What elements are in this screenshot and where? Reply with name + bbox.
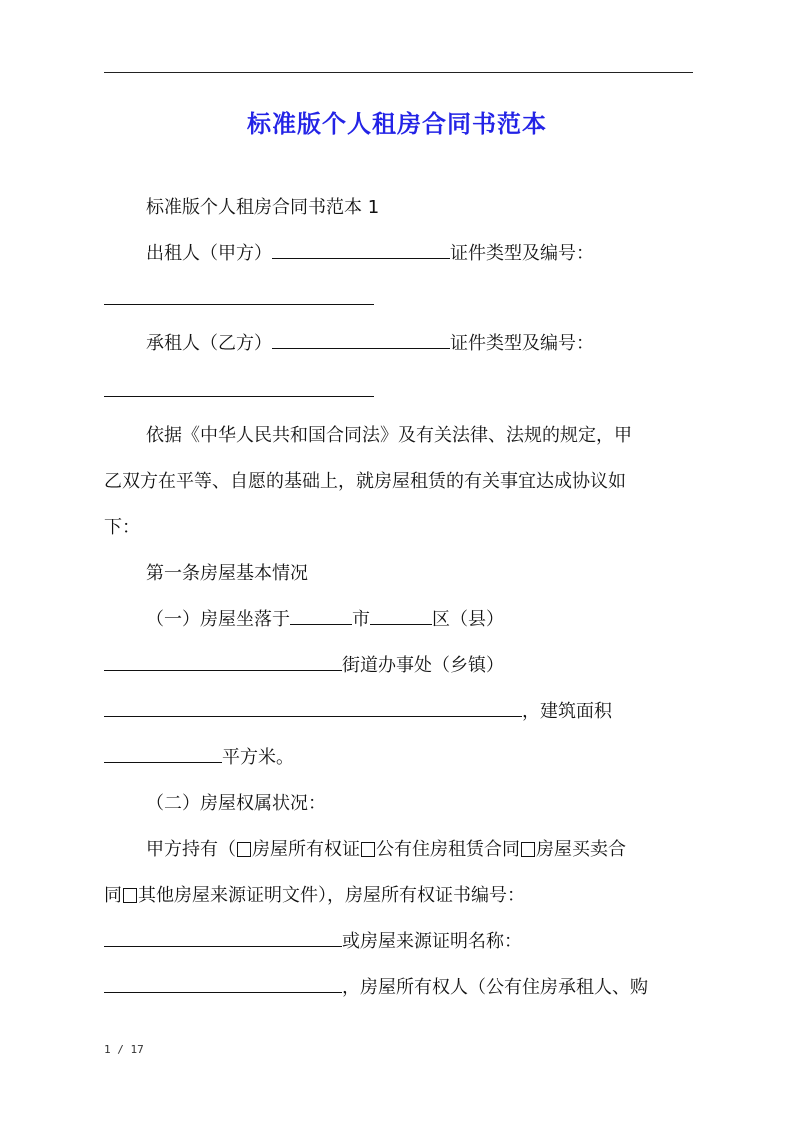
lessee-id-label: 证件类型及编号： (450, 333, 594, 354)
other-docs-label: 其他房屋来源证明文件），房屋所有权证书编号： (138, 885, 525, 906)
property-cert-label: 房屋所有权证 (252, 839, 360, 860)
location-prefix: （一）房屋坐落于 (146, 609, 290, 630)
intro-line-1: 依据《中华人民共和国合同法》及有关法律、法规的规定，甲 (146, 425, 632, 446)
header-rule (104, 72, 693, 73)
city-label: 市 (352, 609, 370, 630)
area-blank[interactable] (104, 745, 222, 763)
owner-person-line (104, 975, 694, 1001)
section-heading: 标准版个人租房合同书范本 1 (146, 197, 380, 218)
ownership-text-b: 同 (104, 885, 122, 906)
lessee-line (104, 331, 736, 357)
cert-number-blank[interactable] (104, 929, 342, 947)
lessor-id-blank[interactable] (104, 304, 374, 305)
district-blank[interactable] (370, 607, 432, 625)
cert-name-line (104, 929, 694, 955)
area-label: ，建筑面积 (522, 701, 612, 722)
article-1-heading: 第一条房屋基本情况 (146, 563, 308, 584)
property-cert-checkbox[interactable] (237, 842, 251, 857)
ownership-text-a: 甲方持有（ (146, 839, 236, 860)
ownership-heading: （二）房屋权属状况： (146, 793, 326, 814)
owner-person-label: ，房屋所有权人（公有住房承租人、购 (342, 977, 648, 998)
street-label: 街道办事处（乡镇） (342, 655, 504, 676)
sale-contract-checkbox[interactable] (521, 842, 535, 857)
other-docs-checkbox[interactable] (123, 888, 137, 903)
cert-name-label: 或房屋来源证明名称： (342, 931, 522, 952)
lessor-label: 出租人（甲方） (146, 243, 272, 264)
page-number: 1 / 17 (104, 1043, 144, 1056)
ownership-line-1 (104, 837, 736, 863)
intro-line-3: 下： (104, 517, 140, 538)
public-lease-checkbox[interactable] (361, 842, 375, 857)
lessor-id-label: 证件类型及编号： (450, 243, 594, 264)
city-blank[interactable] (290, 607, 352, 625)
lessee-label: 承租人（乙方） (146, 333, 272, 354)
location-line (104, 607, 736, 633)
sale-contract-label: 房屋买卖合 (536, 839, 626, 860)
lessee-name-blank[interactable] (272, 331, 450, 349)
cert-name-blank[interactable] (104, 975, 342, 993)
area-unit: 平方米。 (222, 747, 294, 768)
area-line (104, 699, 694, 725)
street-blank[interactable] (104, 653, 342, 671)
address-blank[interactable] (104, 699, 522, 717)
area-unit-line (104, 745, 694, 771)
district-label: 区（县） (432, 609, 504, 630)
lessee-id-blank[interactable] (104, 396, 374, 397)
street-line (104, 653, 694, 679)
lessor-name-blank[interactable] (272, 241, 450, 259)
ownership-line-2 (104, 883, 694, 909)
public-lease-label: 公有住房租赁合同 (376, 839, 520, 860)
intro-line-2: 乙双方在平等、自愿的基础上，就房屋租赁的有关事宜达成协议如 (104, 471, 626, 492)
lessor-line (104, 241, 736, 267)
document-title: 标准版个人租房合同书范本 (247, 110, 547, 138)
